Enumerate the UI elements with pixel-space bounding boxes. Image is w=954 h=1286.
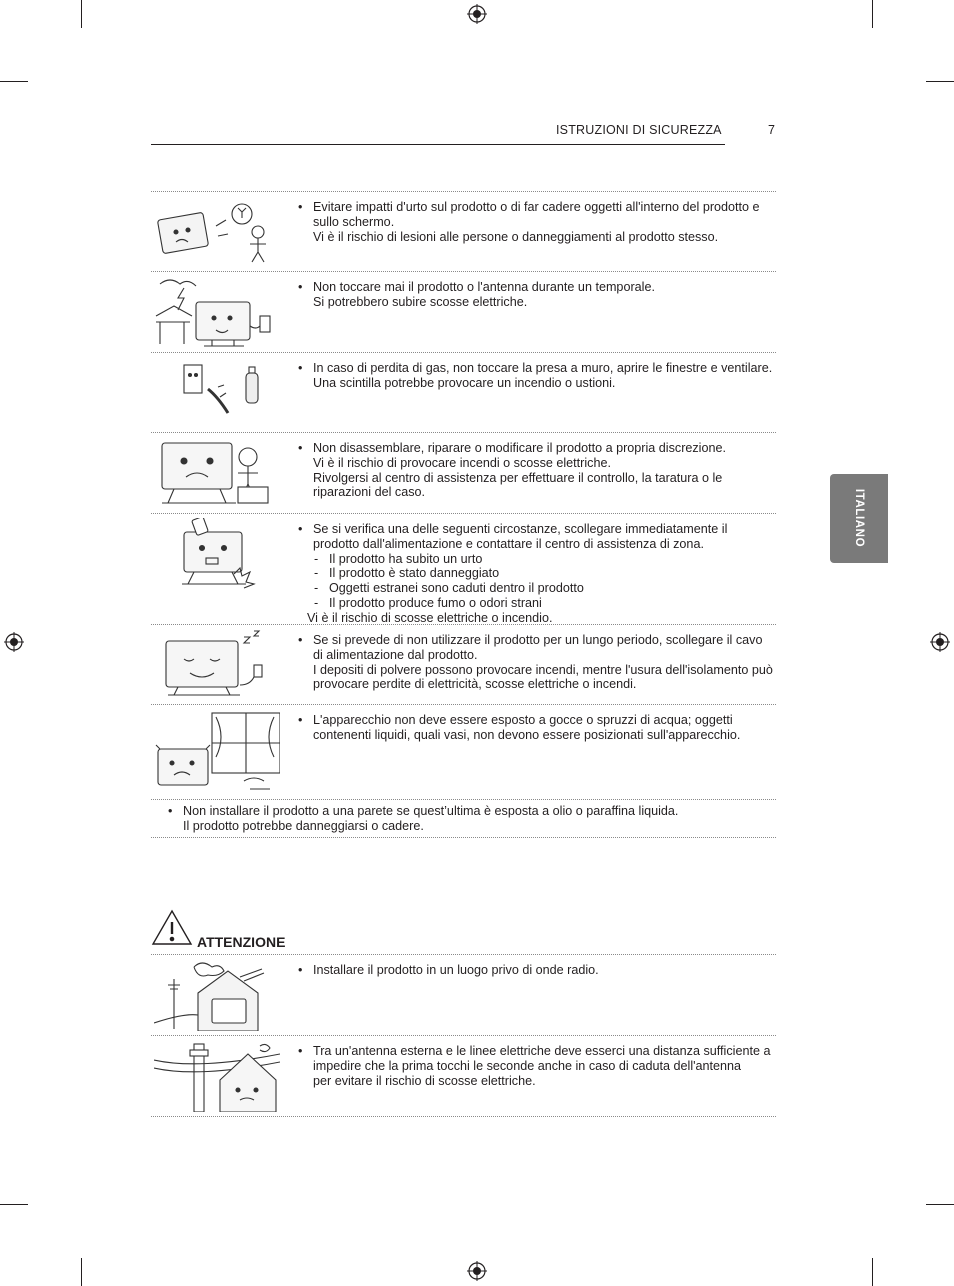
item-bullet: • In caso di perdita di gas, non toccare la presa a muro, aprire le finestre e ventilare. bbox=[313, 361, 773, 376]
safety-item bbox=[151, 192, 776, 271]
crop-mark bbox=[926, 1204, 954, 1205]
divider bbox=[151, 1116, 776, 1117]
registration-mark-icon bbox=[930, 632, 950, 652]
crop-mark bbox=[872, 1258, 873, 1286]
sub-item: - Il prodotto è stato danneggiato bbox=[313, 566, 773, 581]
item-line: Rivolgersi al centro di assistenza per effettuare il controllo, la taratura o le riparazioni del caso. bbox=[313, 470, 723, 500]
safety-item bbox=[151, 514, 776, 624]
water-splash-illustration-icon bbox=[154, 709, 280, 795]
sub-item: - Oggetti estranei sono caduti dentro il prodotto bbox=[313, 581, 773, 596]
repair-warning-illustration-icon bbox=[154, 437, 280, 509]
divider bbox=[151, 837, 776, 838]
item-bullet: • Non toccare mai il prodotto o l'antenna durante un temporale. bbox=[313, 280, 773, 295]
safety-item bbox=[151, 433, 776, 513]
caution-title: ATTENZIONE bbox=[197, 934, 286, 950]
item-line: I depositi di polvere possono provocare incendi, mentre l'usura dell'isolamento può provocare perdite di elettricità, scosse elettriche o incendi. bbox=[313, 662, 773, 692]
item-bullet: • Non disassemblare, riparare o modificare il prodotto a propria discrezione. bbox=[313, 441, 773, 456]
item-bullet: • Tra un'antenna esterna e le linee elettriche deve esserci una distanza sufficiente a impedire che la prima tocchi le seconde anche in caso di caduta dell'antenna bbox=[313, 1044, 773, 1074]
safety-item bbox=[151, 625, 776, 704]
registration-mark-icon bbox=[467, 1261, 487, 1281]
crop-mark bbox=[81, 0, 82, 28]
registration-mark-icon bbox=[467, 4, 487, 24]
page-number: 7 bbox=[768, 123, 775, 137]
crop-mark bbox=[81, 1258, 82, 1286]
registration-mark-icon bbox=[4, 632, 24, 652]
safety-item bbox=[151, 800, 776, 837]
antenna-powerline-illustration-icon bbox=[154, 1040, 280, 1112]
item-line: Vi è il rischio di scosse elettriche o incendio. bbox=[307, 610, 553, 625]
crop-mark bbox=[926, 81, 954, 82]
item-bullet: • Se si verifica una delle seguenti circostanze, scollegare immediatamente il prodotto dall'alimentazione e contattare il centro di assistenza di zona. bbox=[313, 522, 773, 552]
crop-mark bbox=[872, 0, 873, 28]
item-line: Una scintilla potrebbe provocare un incendio o ustioni. bbox=[313, 375, 616, 390]
sub-item: - Il prodotto produce fumo o odori strani bbox=[313, 596, 773, 611]
item-bullet: • Installare il prodotto in un luogo privo di onde radio. bbox=[313, 963, 773, 978]
item-line: Vi è il rischio di provocare incendi o scosse elettriche. bbox=[313, 455, 611, 470]
damaged-tv-illustration-icon bbox=[154, 518, 280, 590]
safety-item bbox=[151, 705, 776, 799]
language-tab bbox=[830, 474, 888, 563]
section-title: ISTRUZIONI DI SICUREZZA bbox=[556, 123, 722, 137]
item-bullet: • Evitare impatti d'urto sul prodotto o di far cadere oggetti all'interno del prodotto e sullo schermo. bbox=[313, 200, 773, 230]
caution-item bbox=[151, 1036, 776, 1116]
safety-item bbox=[151, 272, 776, 352]
sub-item: - Il prodotto ha subito un urto bbox=[313, 552, 773, 567]
house-antenna-illustration-icon bbox=[154, 959, 280, 1031]
tv-impact-illustration-icon bbox=[154, 196, 280, 268]
item-bullet: • Se si prevede di non utilizzare il prodotto per un lungo periodo, scollegare il cavo di alimentazione dal prodotto. bbox=[313, 633, 773, 663]
lightning-storm-illustration-icon bbox=[154, 276, 280, 348]
header-rule bbox=[151, 144, 725, 145]
caution-item bbox=[151, 955, 776, 1035]
item-line: Il prodotto potrebbe danneggiarsi o cadere. bbox=[183, 818, 424, 833]
item-line: Vi è il rischio di lesioni alle persone o danneggiamenti al prodotto stesso. bbox=[313, 229, 719, 244]
language-tab-label: ITALIANO bbox=[853, 488, 865, 548]
crop-mark bbox=[0, 1204, 28, 1205]
item-bullet: • Non installare il prodotto a una parete se quest’ultima è esposta a olio o paraffina liquida. bbox=[183, 804, 763, 819]
gas-leak-illustration-icon bbox=[154, 357, 280, 429]
item-line: Si potrebbero subire scosse elettriche. bbox=[313, 294, 528, 309]
item-bullet: • L'apparecchio non deve essere esposto a gocce o spruzzi di acqua; oggetti contenenti liquidi, quali vasi, non devono essere posizionati sull'apparecchio. bbox=[313, 713, 773, 743]
item-line: per evitare il rischio di scosse elettriche. bbox=[313, 1073, 536, 1088]
warning-triangle-icon bbox=[151, 909, 193, 947]
sleeping-tv-illustration-icon bbox=[154, 629, 280, 701]
crop-mark bbox=[0, 81, 28, 82]
safety-item bbox=[151, 353, 776, 432]
